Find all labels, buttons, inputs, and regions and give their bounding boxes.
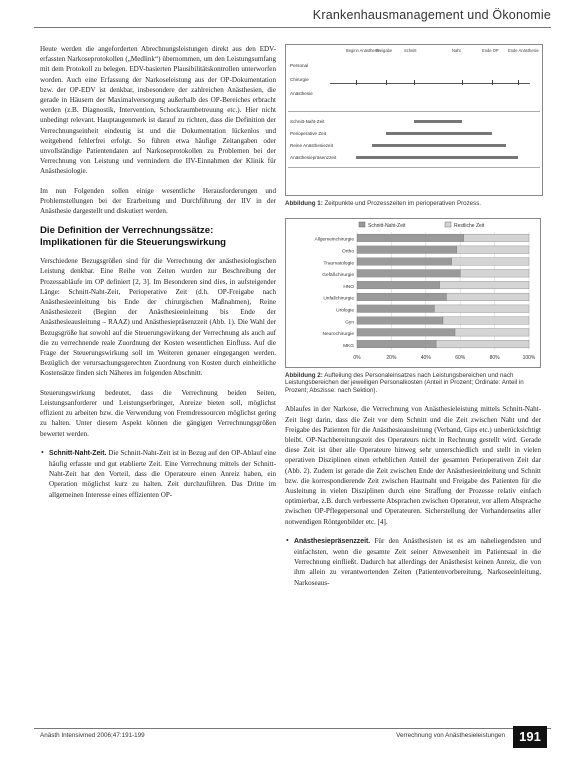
bullet-list — [40, 448, 276, 500]
section-heading: Die Definition der Verrechnungssätze: Implikationen für die Steuerungswirkung — [40, 225, 227, 248]
timeline-mark-label: Naht — [452, 48, 461, 53]
x-tick-label: 40% — [420, 354, 431, 361]
x-tick-label: 60% — [455, 354, 466, 361]
list-item — [49, 448, 276, 500]
category-label: MKG — [343, 343, 354, 349]
timeline-mark-label: Ende OP — [482, 48, 499, 53]
bullet-term: Schnitt-Naht-Zeit. — [49, 449, 107, 457]
legend-label: Restliche Zeit — [454, 222, 485, 229]
bar-segment — [357, 281, 440, 289]
timeline-tick — [414, 80, 415, 85]
category-label: Traumatologie — [323, 260, 354, 266]
bar-segment — [434, 305, 529, 313]
time-span-bar — [414, 120, 462, 123]
bar-segment — [357, 257, 452, 265]
bar-segment — [357, 316, 443, 324]
x-tick-label: 80% — [489, 354, 500, 361]
category-label: Gyn — [345, 319, 354, 325]
category-label: Neurochirurgie — [322, 331, 354, 337]
category-label: Ortho — [342, 249, 354, 255]
bar-segment — [460, 269, 529, 277]
bar-segment — [357, 340, 436, 348]
time-span-bar — [356, 156, 518, 159]
timeline-row-label: Anästhesie — [290, 91, 313, 96]
divider — [288, 111, 540, 112]
category-label: Gefäßchirurgie — [322, 272, 354, 278]
timeline-row-label: Perioperative Zeit — [290, 131, 327, 136]
bar-segment — [457, 246, 529, 254]
timeline-tick — [356, 80, 357, 85]
timeline-mark-label: Beginn Anästhesie — [346, 48, 380, 53]
timeline-row-label: Personal — [290, 63, 309, 68]
category-label: Unfallchirurgie — [323, 296, 354, 302]
x-tick-label: 0% — [353, 354, 361, 361]
timeline-tick — [492, 80, 493, 85]
x-tick-label: 100% — [522, 354, 536, 361]
paragraph: Steuerungswirkung bedeutet, dass die Verrechnung beiden Seiten, Leistungsanforderer und Leistungserbringer, Anreize bieten soll, möglichst effizient zu arbeiten bzw. die Verwendung von Fremdressourcen möglichst gering zu halten. Unter diesem Aspekt können die gängigen Verrechnungsgrößen bewertet werden. — [40, 388, 276, 438]
running-title: Krankenhausmanagement und Ökonomie — [312, 8, 551, 22]
bar-segment — [357, 246, 457, 254]
timeline-mark-label: Freigabe — [376, 48, 393, 53]
caption-text: Aufteilung des Personaleinsatzes nach Leistungsbereichen und nach Leistungsbereichen der jeweiligen Personalkosten (Anteil in Prozent; Ordinate: Anteil in Prozent; Abszisse: nach Sektion). — [285, 371, 524, 394]
paragraph: Ablaufes in der Narkose, die Verrechnung von Anästhesieleistung mittels Schnitt-Naht-Zeit liegt darin, dass die Zeit vor dem Schnitt und die Zeit zwischen Naht und der Freigabe des Patienten für die Anästhesieausleitung (Verband, Gips etc.) unberücksichtigt bleibt. OP-Nachbereitungszeit des Operateurs nicht in Rechnung gestellt wird. Gerade diese Zeit ist über alle Operateure hinweg sehr unterschiedlich und stellt in vielen operativen Disziplinen einen erheblichen Anteil der gesamten Perioperativen Zeit dar (Abb. 2). Zudem ist gerade die Zeit zwischen Ende der Anästhesieeinleitung und Schnitt bzw. die korrespondierende Zeit zwischen Hautnaht und Freigabe des Patienten für die Ausleitung in vielen Disziplinen durch eine Straffung der Prozesse relativ einfach optimierbar, z.B. durch verbesserte Absprachen zwischen Operateur, vor allem Absprache zwischen OP-Pflegepersonal und Operateuren. Sicherstellung der Vorhandenseins aller notwendigen Röntgenbilder etc. [4]. — [285, 405, 541, 526]
bullet-list — [285, 536, 541, 588]
bar-segment — [357, 234, 464, 242]
bar-segment — [455, 328, 529, 336]
category-label: HNO — [343, 284, 354, 290]
x-tick-label: 20% — [386, 354, 397, 361]
left-column — [40, 44, 276, 500]
bar-segment — [357, 305, 434, 313]
bullet-text: Die Schnitt-Naht-Zeit ist in Bezug auf den OP-Ablauf eine häufig erfasste und gut etablierte Zeit. Eine Verrechnung mittels der Schnitt-Naht-Zeit hat den Vorteil, dass die Operateure einen Anreiz haben, ein Operation möglichst kurz zu halten. Zeit durchzuführen. Das Dritte im allgemeinen Interesse eines effizienten OP- — [49, 448, 276, 499]
timeline-row-label: Chirurgie — [290, 77, 309, 82]
header-rule — [34, 27, 551, 28]
category-label: Urologie — [336, 308, 354, 314]
bar-segment — [357, 328, 455, 336]
bar-segment — [357, 269, 460, 277]
bar-segment — [357, 293, 446, 301]
figure-1-caption — [285, 200, 541, 208]
footer-citation: Anästh Intensivmed 2006;47:191-199 — [40, 732, 145, 739]
bullet-term: Anästhesiepräsenzzeit. — [294, 537, 371, 545]
figure-2-caption — [285, 372, 541, 395]
stacked-bar-chart — [285, 218, 541, 368]
caption-text: Zeitpunkte und Prozesszeiten im perioperativen Prozess. — [322, 200, 482, 207]
timeline-tick — [462, 80, 463, 85]
bar-segment — [446, 293, 529, 301]
timeline-tick — [386, 80, 387, 85]
category-label: Allgemeinchirurgie — [314, 237, 354, 243]
paragraph: Heute werden die angeforderten Abrechnungsleistungen direkt aus den EDV-erfassten Narkoseprotokollen („Medlink“) übernommen, um den Leistungsumfang mit dem Protokoll zu belegen. EDV-basierten Plausibilitätskontrollen unterworfen worden. Auch eine Erfassung der Narkoseleistung aus der OP-Dokumentation bzw. der OP-EDV ist denkbar, insbesondere der zahlreichen Anästhesien, die gerade in Häusern der Maximalversorgung außerhalb des OP-Bereiches erbracht werden (z.B. Diagnostik, Intervention, Schockraumbetreuung etc.). Hier nicht unbedingt relevant. Hauptaugenmerk ist darauf zu richten, dass die Definition der Verrechnungseinheit eindeutig ist und die Dokumentation lückenlos und weitgehend fehlerfrei erfolgt. So führen etwa häufige Zeitangaben oder unvollständige Patientendaten auf Narkoseprotokollen zu Problemen bei der Verrechnung von Leistung und vermindern die IIV-Einnahmen der Klinik für Anästhesiologie. — [40, 45, 276, 176]
bar-segment — [464, 234, 529, 242]
divider — [288, 167, 540, 168]
bar-segment — [452, 257, 529, 265]
page-number: 191 — [513, 726, 547, 748]
bar-segment — [440, 281, 529, 289]
caption-label: Abbildung 1: — [285, 200, 323, 207]
timeline-row-label: Anästhesiepräsenzzeit — [290, 155, 337, 160]
timeline-mark-label: Ende Anästhesie — [508, 48, 539, 53]
right-column — [285, 44, 541, 588]
figure-2-chart — [285, 218, 541, 368]
bar-segment — [436, 340, 529, 348]
legend-swatch — [445, 222, 451, 227]
timeline-row-label: Reine Anästhesiezeit — [290, 143, 333, 148]
paragraph: Im nun Folgenden sollen einige wesentliche Herausforderungen und Problemstellungen bei der Erarbeitung und Durchführung der IIV in der Anästhesie dargestellt und diskutiert werden. — [40, 186, 276, 216]
legend-swatch — [359, 222, 365, 227]
footer-article-title: Verrechnung von Anästhesieleistungen — [396, 732, 505, 739]
legend-label: Schnitt-Naht-Zeit — [368, 222, 406, 229]
timeline-axis — [330, 83, 530, 84]
timeline-tick — [518, 80, 519, 85]
list-item — [294, 536, 541, 588]
time-span-bar — [372, 144, 506, 147]
paragraph: Verschiedene Bezugsgrößen sind für die Verrechnung der anästhesiologischen Leistung denkbar. Eine Reihe von Zeiten wurden zur Beschreibung der Prozessabläufe im OP definiert [2, 3]. Im Besonderen sind dies, in aufsteigender Länge: Schnitt-Naht-Zeit, Perioperative Zeit (d.h. OP-Freigabe nach Anästhesieeinleitung bis Ende der chirurgischen Maßnahmen), Reine Anästhesiezeit (Beginn der Anästhesieeinleitung bis Ende der Anästhesieausleitung – RAAZ) und Anästhesiepräsenzzeit (Abb. 1). Die Wahl der Bezugsgröße hat sowohl auf die Steuerungswirkung der Verrechnung als auch auf die zu verrechnende reale Zuordnung der Kosten wesentlichen Einfluss. Auf die Frage der Steuerungswirkung soll im Weiteren genauer eingegangen werden. Bezüglich der verursachungsgerechten Zuordnung von Kosten durch einheitliche Kostensätze finden sich Näheres im folgenden Abschnitt. — [40, 257, 276, 378]
figure-1-timeline — [285, 44, 543, 196]
timeline-mark-label: Schnitt — [404, 48, 417, 53]
bar-segment — [443, 316, 529, 324]
bullet-text: Für den Anästhesisten ist es am naheliegendsten und einfachsten, wenn die gesamte Zeit seiner Anwesenheit im Patientsaal in die Verrechnung einfließt. Dadurch hat allerdings der Anästhesist keinen Anreiz, die von ihm allein zu verantwortenden Zeiten (Patientenvorbereitung, Narkoseeinleitung, Narkoseaus- — [294, 536, 541, 587]
time-span-bar — [386, 132, 492, 135]
caption-label: Abbildung 2: — [285, 371, 323, 379]
footer-rule — [34, 728, 551, 729]
timeline-row-label: Schnitt-Naht-Zeit — [290, 119, 325, 124]
